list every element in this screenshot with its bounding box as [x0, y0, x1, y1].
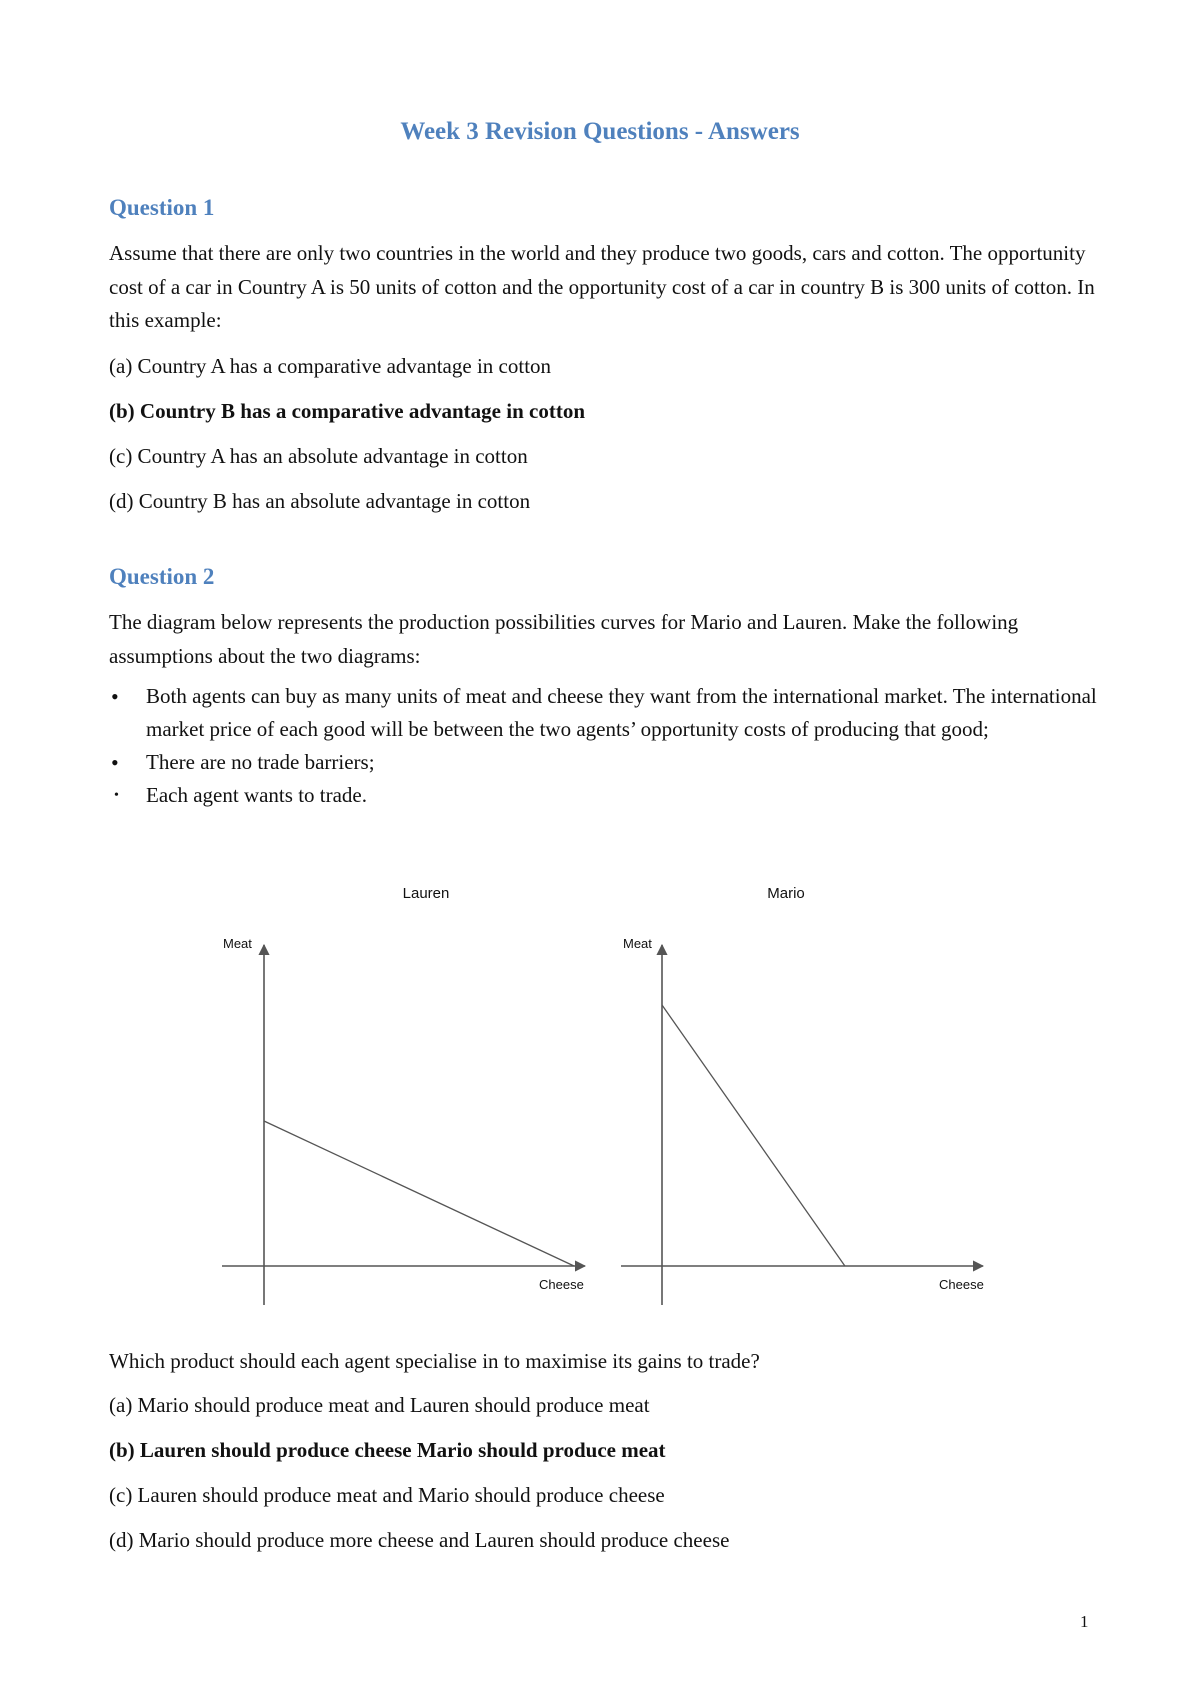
question-2-heading: Question 2	[109, 564, 215, 589]
assumption-item: • There are no trade barriers;	[109, 746, 1109, 779]
lauren-y-axis-label: Meat	[223, 936, 252, 951]
mario-chart-title: Mario	[767, 885, 805, 902]
question-2-option-d: (d) Mario should produce more cheese and Lauren should produce cheese	[109, 1528, 730, 1552]
lauren-chart-title: Lauren	[402, 885, 450, 902]
mario-x-axis-label: Cheese	[939, 1277, 984, 1292]
assumption-item: • Each agent wants to trade.	[109, 779, 1109, 812]
question-2-prompt: Which product should each agent specialise in to maximise its gains to trade?	[109, 1349, 760, 1373]
mario-ppf-line	[662, 1005, 845, 1266]
question-2-text: The diagram below represents the production possibilities curves for Mario and Lauren. Make the following assumptions about the two diagrams:	[109, 610, 1019, 668]
question-1-heading: Question 1	[109, 195, 215, 220]
question-1-option-a: (a) Country A has a comparative advantage in cotton	[109, 354, 552, 378]
question-1-option-b-answer: (b) Country B has a comparative advantage in cotton	[109, 399, 585, 423]
document-title: Week 3 Revision Questions - Answers	[400, 118, 800, 145]
question-1-option-d: (d) Country B has an absolute advantage in cotton	[109, 489, 531, 513]
assumption-item: • Both agents can buy as many units of meat and cheese they want from the international market. The international market price of each good will be between the two agents’ opportunity costs of producing that good;	[109, 680, 1109, 746]
question-2-option-b-answer: (b) Lauren should produce cheese Mario should produce meat	[109, 1438, 666, 1462]
question-2-option-c: (c) Lauren should produce meat and Mario should produce cheese	[109, 1483, 665, 1507]
lauren-ppf-line	[264, 1121, 574, 1266]
question-2-option-a: (a) Mario should produce meat and Lauren should produce meat	[109, 1393, 650, 1417]
mario-y-axis-label: Meat	[623, 936, 652, 951]
question-1-text: Assume that there are only two countries in the world and they produce two goods, cars and cotton. The opportunity cost of a car in Country A is 50 units of cotton and the opportunity cost of a car in country B is 300 units of cotton. In this example:	[109, 241, 1095, 332]
question-1-option-c: (c) Country A has an absolute advantage in cotton	[109, 444, 528, 468]
lauren-x-axis-label: Cheese	[539, 1277, 584, 1292]
page-number: 1	[1080, 1612, 1089, 1631]
